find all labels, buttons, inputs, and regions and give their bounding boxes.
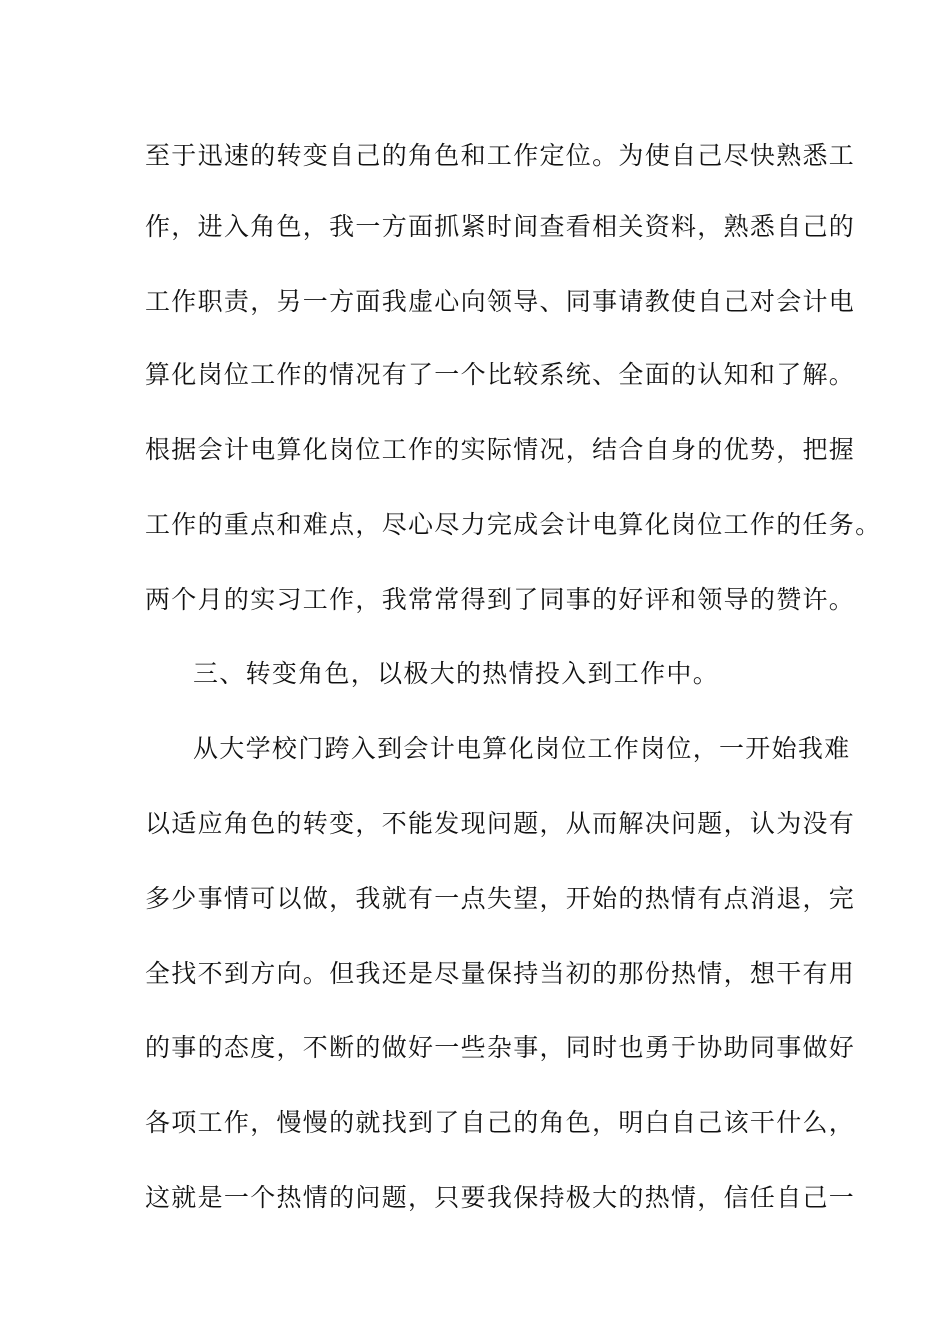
text-line: 全找不到方向。但我还是尽量保持当初的那份热情，想干有用 (145, 959, 856, 988)
text-line: 两个月的实习工作，我常常得到了同事的好评和领导的赞许。 (145, 585, 856, 614)
text-line: 工作职责，另一方面我虚心向领导、同事请教使自己对会计电 (145, 287, 856, 316)
section-heading: 三、转变角色，以极大的热情投入到工作中。 (193, 659, 720, 688)
text-line: 多少事情可以做，我就有一点失望，开始的热情有点消退，完 (145, 884, 856, 913)
text-line: 工作的重点和难点，尽心尽力完成会计电算化岗位工作的任务。 (145, 510, 882, 539)
paragraph-first-line: 从大学校门跨入到会计电算化岗位工作岗位，一开始我难 (193, 734, 851, 763)
text-line: 各项工作，慢慢的就找到了自己的角色，明白自己该干什么， (145, 1108, 856, 1137)
text-line: 至于迅速的转变自己的角色和工作定位。为使自己尽快熟悉工 (145, 141, 856, 170)
text-line: 根据会计电算化岗位工作的实际情况，结合自身的优势，把握 (145, 435, 856, 464)
text-line: 这就是一个热情的问题，只要我保持极大的热情，信任自己一 (145, 1183, 856, 1212)
text-line: 作，进入角色，我一方面抓紧时间查看相关资料，熟悉自己的 (145, 212, 856, 241)
text-line: 算化岗位工作的情况有了一个比较系统、全面的认知和了解。 (145, 360, 856, 389)
text-line: 以适应角色的转变，不能发现问题，从而解决问题，认为没有 (145, 809, 856, 838)
text-line: 的事的态度，不断的做好一些杂事，同时也勇于协助同事做好 (145, 1033, 856, 1062)
